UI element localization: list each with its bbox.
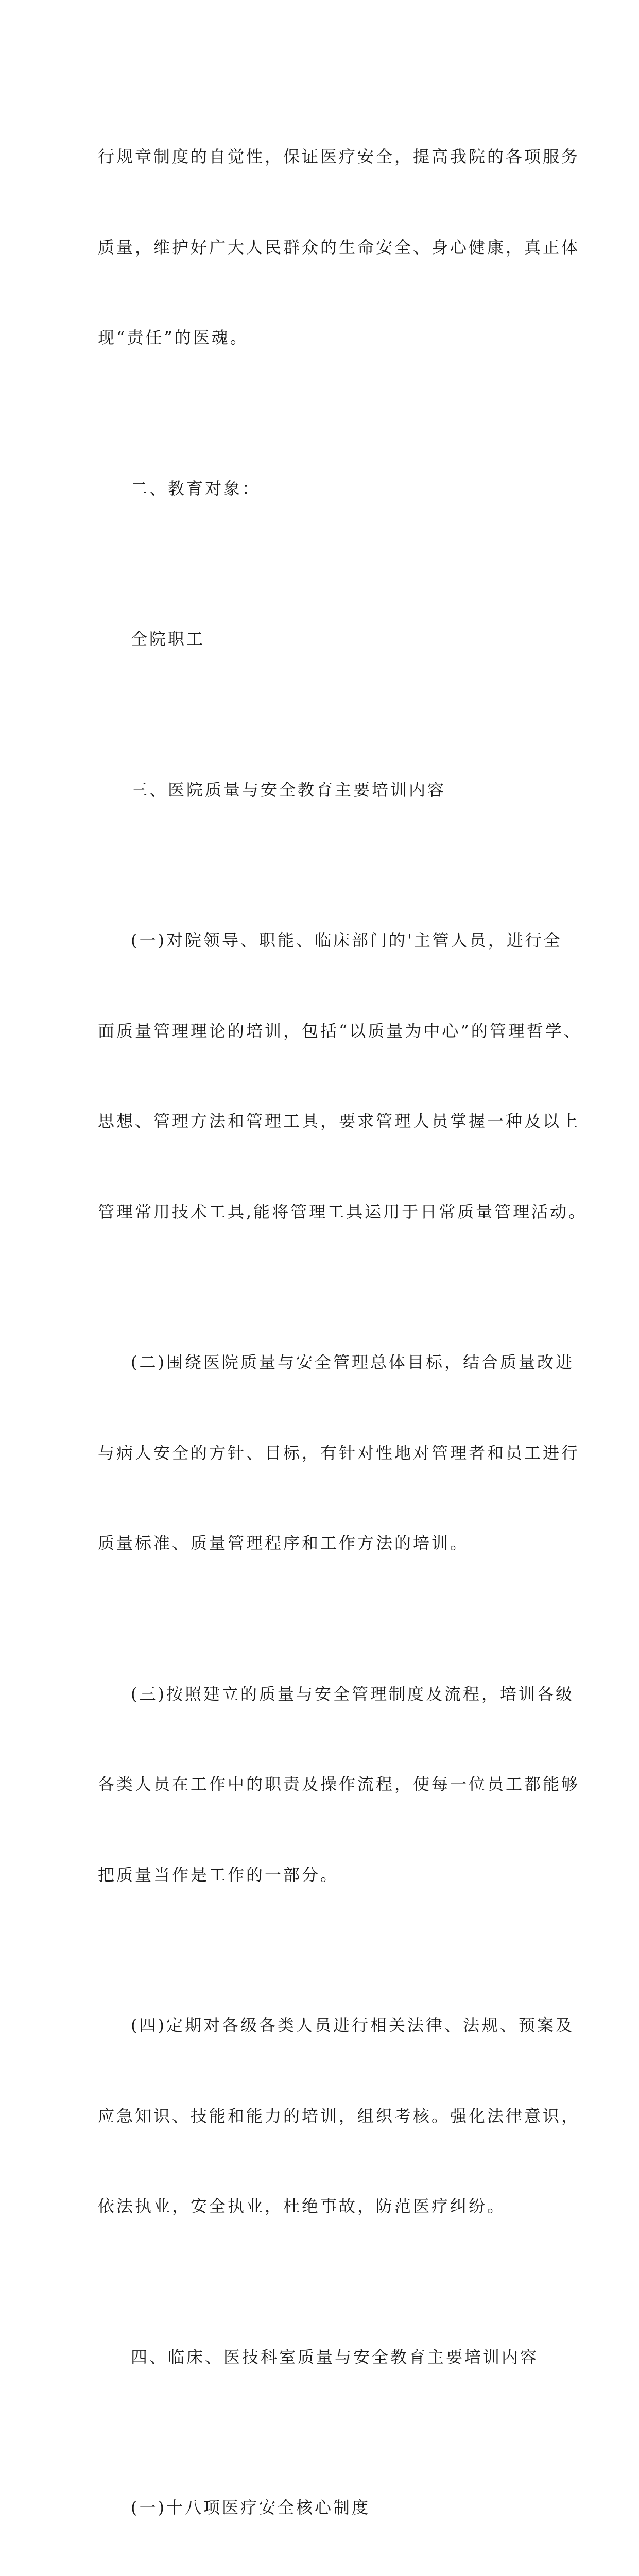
list-item: (一)十八项医疗安全核心制度 — [131, 2498, 370, 2517]
list-item-clinical-1 — [98, 2432, 551, 2576]
paragraph-item-1 — [98, 865, 588, 1287]
text-line: 与病人安全的方针、目标，有针对性地对管理者和员工进行 — [98, 1443, 580, 1463]
heading-clinical-training-content — [98, 2282, 551, 2433]
text-line: 面质量管理理论的培训，包括“以质量为中心”的管理哲学、 — [98, 1021, 582, 1041]
text-line: 现“责任”的医魂。 — [98, 328, 249, 347]
heading-hospital-training-content — [98, 715, 551, 866]
document-body — [98, 81, 588, 2576]
text-line: 行规章制度的自觉性，保证医疗安全，提高我院的各项服务 — [98, 147, 580, 166]
text-line: 管理常用技术工具,能将管理工具运用于日常质量管理活动。 — [98, 1201, 588, 1222]
text-line: (一)对院领导、职能、临床部门的'主管人员，进行全 — [131, 930, 562, 950]
paragraph-item-4 — [98, 1950, 580, 2282]
text-line: (四)定期对各级各类人员进行相关法律、法规、预案及 — [131, 2015, 574, 2035]
text-line: 质量标准、质量管理程序和工作方法的培训。 — [98, 1533, 469, 1553]
text-line: 质量，维护好广大人民群众的生命安全、身心健康，真正体 — [98, 237, 580, 257]
paragraph-all-staff — [98, 564, 551, 715]
text-line: 思想、管理方法和管理工具，要求管理人员掌握一种及以上 — [98, 1111, 580, 1131]
paragraph-item-3 — [98, 1619, 580, 1951]
text-line: (二)围绕医院质量与安全管理总体目标，结合质量改进 — [131, 1352, 574, 1372]
section-heading: 二、教育对象： — [131, 478, 261, 498]
text-line: (三)按照建立的质量与安全管理制度及流程，培训各级 — [131, 1684, 574, 1704]
text-line: 依法执业，安全执业，杜绝事故，防范医疗纠纷。 — [98, 2196, 506, 2216]
text-line: 把质量当作是工作的一部分。 — [98, 1865, 339, 1885]
section-heading: 三、医院质量与安全教育主要培训内容 — [131, 779, 446, 800]
paragraph-intro-continuation — [98, 81, 580, 413]
heading-education-target — [98, 413, 551, 564]
paragraph-item-2 — [98, 1287, 580, 1619]
text-line: 应急知识、技能和能力的培训，组织考核。强化法律意识， — [98, 2106, 580, 2126]
section-heading: 四、临床、医技科室质量与安全教育主要培训内容 — [131, 2347, 539, 2367]
text-line: 各类人员在工作中的职责及操作流程，使每一位员工都能够 — [98, 1774, 580, 1794]
text-line: 全院职工 — [131, 629, 205, 649]
